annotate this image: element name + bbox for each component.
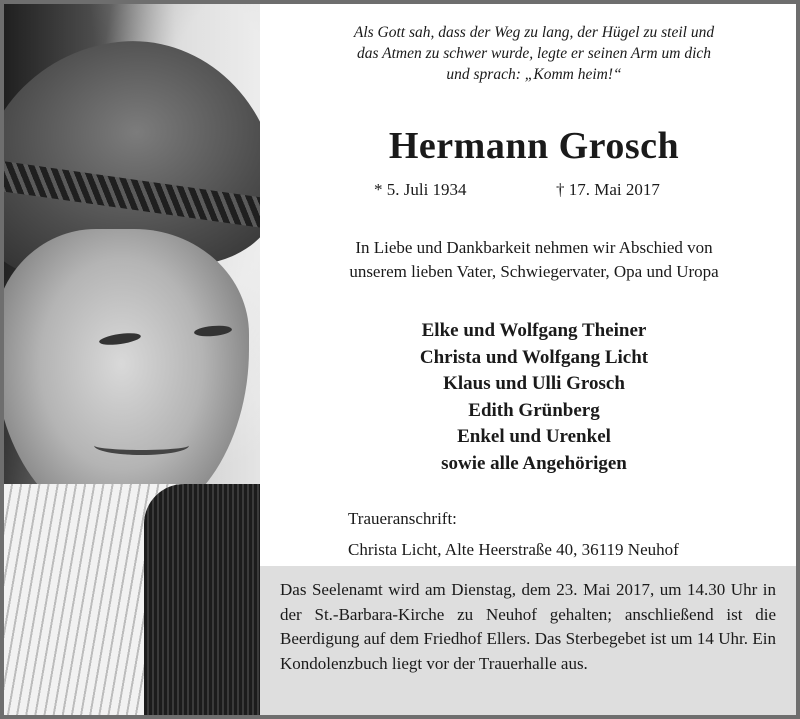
address-value: Christa Licht, Alte Heerstraße 40, 36119 Neuhof xyxy=(348,540,679,559)
quote-line: das Atmen zu schwer wurde, legte er seinen Arm um dich xyxy=(356,45,712,62)
deceased-name: Hermann Grosch xyxy=(388,125,680,167)
portrait-photo xyxy=(4,4,260,715)
service-notice xyxy=(260,566,796,715)
death-date: † 17. Mai 2017 xyxy=(556,180,660,199)
mourner: Christa und Wolfgang Licht xyxy=(419,346,649,368)
mourning-address xyxy=(348,507,778,562)
obituary-card xyxy=(4,4,796,715)
mouth xyxy=(94,436,189,455)
mourner: Edith Grünberg xyxy=(468,399,600,421)
mourner: Enkel und Urenkel xyxy=(457,426,611,447)
quote-line: und sprach: „Komm heim!“ xyxy=(446,66,622,83)
quote xyxy=(294,22,774,85)
farewell-line: In Liebe und Dankbarkeit nehmen wir Abschied von xyxy=(355,238,713,257)
mourners-list xyxy=(294,318,774,477)
farewell-line: unserem lieben Vater, Schwiegervater, Opa und Uropa xyxy=(349,262,719,281)
quote-line: Als Gott sah, dass der Weg zu lang, der Hügel zu steil und xyxy=(353,24,715,41)
service-notice-text: Das Seelenamt wird am Dienstag, dem 23. Mai 2017, um 14.30 Uhr in der St.-Barbara-Kirche zu Neuhof gehalten; anschließend ist die Beerdigung auf dem Friedhof Ellers. Das Sterbegebet ist um 14 Uhr. Ein Kondolenzbuch liegt vor der Trauerhalle aus. xyxy=(280,580,776,673)
knit-vest xyxy=(144,484,260,715)
birth-date: * 5. Juli 1934 xyxy=(374,180,467,199)
mourner: sowie alle Angehörigen xyxy=(441,452,627,474)
farewell-text xyxy=(294,236,774,284)
mourner: Klaus und Ulli Grosch xyxy=(443,373,625,394)
address-label: Traueranschrift: xyxy=(348,509,457,528)
mourner: Elke und Wolfgang Theiner xyxy=(421,320,647,341)
